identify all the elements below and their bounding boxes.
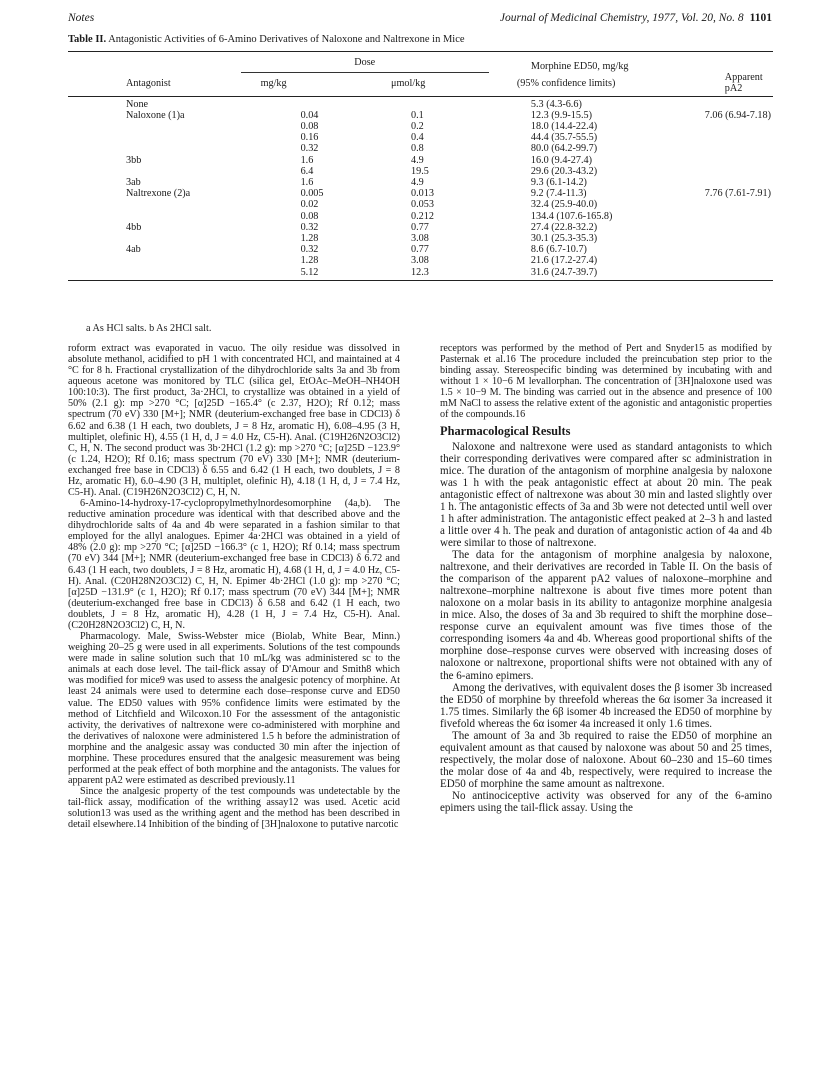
cell-antagonist [68, 121, 241, 132]
cell-pa2 [665, 166, 773, 177]
table-row [68, 121, 773, 132]
cell-ed50: 21.6 (17.2-27.4) [530, 255, 598, 267]
table-body [68, 96, 773, 280]
pharmacology-paragraph: Pharmacology. Male, Swiss-Webster mice (Biolab, White Bear, Minn.) weighing 20–25 g were used in all experiments. Solutions of the test compounds were made in saline solution such that 10 mL/kg was administered sc to the animals at each dose level. The tail-flick assay of D'Amour and Smith8 which was modified for mice9 was used to assess the analgesic potency of morphine. At least 24 animals were used to determine each dose–response curve and ED50 value. The ED50 values with 95% confidence limits were estimated by the method of Litchfield and Wilcoxon.10 For the assessment of the antagonistic activity, the derivatives of naltrexone were co-administered with morphine and the derivatives of naloxone were administered 1.5 h before the administration of morphine and the analgesic assay was conducted 30 min after the injection of morphine. These procedures ensured that the analgesic measurement was being performed at the peak effect of both morphine and the antagonists. The values for apparent pA2 were estimated as described previously.11 [68, 631, 400, 787]
cell-antagonist: None [126, 98, 149, 110]
running-head-right [500, 12, 772, 24]
cell-antagonist [68, 143, 241, 154]
col-header-pa2: Apparent pA2 [665, 72, 773, 96]
table-row [68, 110, 773, 121]
cell-umolkg: 0.8 [411, 143, 424, 155]
table-row [68, 132, 773, 143]
cell-ed50: 5.3 (4.3-6.6) [530, 98, 582, 110]
running-head-left: Notes [68, 12, 95, 24]
cell-antagonist: Naltrexone (2)a [126, 188, 191, 200]
data-table [68, 51, 773, 281]
results-body [440, 441, 772, 814]
cell-pa2 [665, 96, 773, 110]
cell-ed50: 80.0 (64.2-99.7) [530, 143, 598, 155]
cell-mgkg: 0.32 [300, 143, 319, 155]
cell-pa2 [665, 222, 773, 233]
cell-antagonist [68, 255, 241, 266]
table-row [68, 96, 773, 110]
cell-umolkg: 4.9 [411, 154, 424, 166]
table-row [68, 222, 773, 233]
cell-mgkg: 1.28 [300, 233, 319, 245]
cell-antagonist: 3bb [126, 154, 142, 166]
cell-umolkg: 19.5 [411, 165, 429, 177]
cell-antagonist [68, 132, 241, 143]
results-paragraph: Naloxone and naltrexone were used as standard antagonists to which their corresponding derivatives were compared after sc administration in mice. The duration of the antagonism of morphine analgesia by naloxone was 1 h with the peak antagonistic effect at about 20 min. The peak antagonistic effect of naltrexone was about 30 min and lasted slightly over 1 h. The antagonistic effects of 3a and 3b were not detected until well over 1 h after administration. The antagonistic effect peaked at 2–3 h and lasted a little over 4 h. The peak and duration of antagonistic action of 4a and 4b were similar to those of naltrexone. [440, 440, 772, 549]
cell-ed50: 44.4 (35.7-55.5) [530, 132, 598, 144]
section-heading: Pharmacological Results [440, 423, 571, 438]
receptor-paragraph: receptors was performed by the method of Pert and Snyder15 as modified by Pasternak et al.16 The procedure included the preincubation step prior to the binding assay. Stereospecific binding was determined by incubating with and without 1 × 10−6 M levallorphan. The concentration of [3H]naloxone used was 1.5 × 10−9 M. The binding was carried out in the absence and presence of 100 mM NaCl to assess the relative extent of the agonistic and antagonistic properties of the compounds.16 [440, 343, 772, 421]
cell-mgkg: 1.6 [300, 154, 314, 166]
cell-pa2 [665, 121, 773, 132]
dose-group-header: Dose [241, 52, 489, 73]
cell-pa2 [665, 267, 773, 281]
col-header-mgkg: mg/kg [241, 72, 363, 96]
cell-pa2 [665, 155, 773, 166]
cell-umolkg: 0.013 [411, 188, 434, 200]
experimental-paragraph: roform extract was evaporated in vacuo. The oily residue was dissolved in absolute methanol, acidified to pH 1 with concentrated HCl, and maintained at 4 °C for 8 h. Fractional crystallization of the dihydrochloride salts 3a and 3b from aqueous acetone was monitored by TLC (silica gel, EtOAc–MeOH–NH4OH 100:10:3). The first product, 3a·2HCl, to crystallize was obtained in a yield of 50% (2.1 g): mp >270 °C; [α]25D −165.4° (c 2.37, H2O); Rf 0.12; mass spectrum (70 eV) 330 [M+]; NMR (deuterium-exchanged free base in CDCl3) δ 6.62 and 6.38 (1 H each, two doublets, J = 8 Hz, aromatic H), 6.08–4.95 (3 H, multiplet, olefinic H), 4.55 (1 H, d, J = 4.0 Hz, C5-H). Anal. (C19H26N2O3Cl2) C, H, N. The second product was 3b·2HCl (1.2 g): mp >270 °C; [α]25D −123.9° (c 1.24, H2O); Rf 0.16; mass spectrum (70 eV) 330 [M+]; NMR (deuterium-exchanged free base in CDCl3) δ 6.55 and 6.42 (1 H each, two doublets, J = 8 Hz, aromatic H), 6.0–4.90 (3 H, multiplet, olefinic H), 4.18 (1 H, d, J = 7.4 Hz, C5-H). Anal. (C19H26N2O3Cl2) C, H, N. [68, 343, 400, 499]
cell-ed50: 30.1 (25.3-35.3) [530, 233, 598, 245]
table-row [68, 166, 773, 177]
results-paragraph: No antinociceptive activity was observed for any of the 6-amino epimers using the tail-flick assay. Using the [440, 789, 772, 815]
table-row [68, 177, 773, 188]
cell-mgkg [241, 96, 363, 110]
cell-ed50: 134.4 (107.6-165.8) [530, 210, 613, 222]
cell-umolkg: 12.3 [363, 267, 489, 281]
table-row [68, 199, 773, 210]
cell-ed50: 32.4 (25.9-40.0) [530, 199, 598, 211]
cell-mgkg: 0.32 [300, 221, 319, 233]
journal-citation: Journal of Medicinal Chemistry, 1977, Vol. 20, No. 8 [499, 12, 744, 24]
col-header-confidence: (95% confidence limits) [489, 72, 665, 96]
cell-mgkg: 0.08 [300, 121, 319, 133]
cell-antagonist: Naloxone (1)a [126, 109, 185, 121]
cell-ed50: 18.0 (14.4-22.4) [530, 121, 598, 133]
table-label: Table II. [68, 34, 107, 45]
cell-ed50: 12.3 (9.9-15.5) [530, 109, 593, 121]
cell-antagonist: 4bb [126, 221, 142, 233]
cell-ed50: 31.6 (24.7-39.7) [489, 267, 665, 281]
cell-antagonist [68, 211, 241, 222]
cell-pa2 [665, 199, 773, 210]
cell-umolkg: 3.08 [411, 233, 429, 245]
cell-ed50: 9.3 (6.1-14.2) [530, 177, 587, 189]
cell-ed50: 8.6 (6.7-10.7) [530, 244, 587, 256]
cell-umolkg: 0.053 [411, 199, 434, 211]
table-row [68, 233, 773, 244]
cell-umolkg: 0.77 [411, 244, 429, 256]
cell-umolkg: 0.77 [411, 221, 429, 233]
cell-umolkg: 0.212 [411, 210, 434, 222]
cell-mgkg: 0.005 [300, 188, 324, 200]
cell-pa2 [665, 211, 773, 222]
cell-ed50: 29.6 (20.3-43.2) [530, 165, 598, 177]
cell-antagonist [68, 267, 241, 281]
cell-umolkg [363, 96, 489, 110]
col-header-umolkg: μmol/kg [363, 72, 489, 96]
table-title: Antagonistic Activities of 6-Amino Derivatives of Naloxone and Naltrexone in Mice [108, 34, 465, 45]
cell-ed50: 27.4 (22.8-32.2) [530, 221, 598, 233]
page-number: 1101 [749, 12, 772, 24]
results-paragraph: The data for the antagonism of morphine analgesia by naloxone, naltrexone, and their derivatives are recorded in Table II. On the basis of the comparison of the apparent pA2 values of naloxone–morphine and naltrexone–morphine naltrexone is about five times more potent than naloxone on a molar basis in its ability to antagonize morphine analgesia in mice. Also, the doses of 3a and 3b required to shift the morphine dose–response curve an equivalent amount was five times those of the corresponding isomers 4a and 4b. Whereas good proportional shifts of the morphine dose–response curves were observed with increasing doses of naloxone or naltrexone, proportional shifts were not obtained with any of the 6-amino epimers. [440, 549, 772, 682]
cell-antagonist: 4ab [126, 244, 141, 256]
cell-mgkg: 1.6 [300, 177, 314, 189]
table-row [68, 211, 773, 222]
results-paragraph: The amount of 3a and 3b required to raise the ED50 of morphine an equivalent amount as that caused by naloxone was about 50 and 25 times, respectively, the molar dose of naloxone. About 60–230 and 15–60 times the molar dose of 4a and 4b, respectively, were required to increase the ED50 of morphine the same amount as naltrexone. [440, 729, 772, 790]
cell-pa2 [665, 255, 773, 266]
cell-pa2: 7.06 (6.94-7.18) [704, 109, 771, 121]
cell-mgkg: 0.32 [300, 244, 319, 256]
binding-assay-paragraph: Since the analgesic property of the test compounds was undetectable by the tail-flick assay, modification of the writhing assay12 was used. Acetic acid solution13 was used as the writhing agent and the method has been described in detail elsewhere.14 Inhibition of the binding of [3H]naloxone to putative narcotic [68, 786, 400, 831]
col-header-antagonist: Antagonist [68, 72, 241, 96]
table-row [68, 244, 773, 255]
cell-pa2 [665, 244, 773, 255]
cell-mgkg: 5.12 [241, 267, 363, 281]
results-paragraph: Among the derivatives, with equivalent doses the β isomer 3b increased the ED50 of morphine by threefold whereas the 6α isomer 3a increased it 1.75 times. Similarly the 6β isomer 4b increased the ED50 of morphine by fivefold whereas the 6α isomer 4a increased it only 1.6 times. [440, 681, 772, 730]
table-row [68, 267, 773, 281]
cell-ed50: 9.2 (7.4-11.3) [530, 188, 587, 200]
table-row [68, 155, 773, 166]
cell-mgkg: 6.4 [300, 165, 314, 177]
table-row [68, 188, 773, 199]
cell-umolkg: 0.4 [411, 132, 424, 144]
cell-ed50: 16.0 (9.4-27.4) [530, 154, 593, 166]
cell-pa2 [665, 177, 773, 188]
table-row [68, 255, 773, 266]
cell-umolkg: 4.9 [411, 177, 424, 189]
cell-antagonist [68, 199, 241, 210]
cell-antagonist [68, 233, 241, 244]
cell-pa2 [665, 233, 773, 244]
right-column [440, 343, 772, 814]
cell-antagonist: 3ab [126, 177, 141, 189]
cell-mgkg: 1.28 [300, 255, 319, 267]
cell-umolkg: 3.08 [411, 255, 429, 267]
table-row [68, 143, 773, 154]
col-header-ed50: Morphine ED50, mg/kg [489, 52, 665, 73]
cell-pa2 [665, 143, 773, 154]
cell-umolkg: 0.1 [411, 109, 424, 121]
cell-umolkg: 0.2 [411, 121, 424, 133]
compound-4ab-paragraph: 6-Amino-14-hydroxy-17-cyclopropylmethylnordesomorphine (4a,b). The reductive amination procedure was identical with that described above and the dihydrochloride salts of 4a and 4b were separated in a fashion similar to that employed for the allyl analogues. Epimer 4a·2HCl was obtained in a yield of 48% (2.0 g): mp >270 °C; [α]25D −166.3° (c 1, H2O); Rf 0.14; mass spectrum (70 eV) 344 [M+]; NMR (deuterium-exchanged free base in CDCl3) δ 6.72 and 6.43 (1 H each, two doublets, J = 8 Hz, aromatic H), 4.68 (1 H, d, J = 4.0 Hz, C5-H). Anal. (C20H28N2O3Cl2) C, H, N. Epimer 4b·2HCl (1.0 g): mp >270 °C; [α]25D −131.9° (c 1, H2O); Rf 0.17; mass spectrum (70 eV) 344 [M+]; NMR (deuterium-exchanged free base in CDCl3) δ 6.58 and 6.42 (1 H each, two doublets, J = 8 Hz, aromatic H), 4.28 (1 H, J = 7.4 Hz, C5-H). Anal. (C20H28N2O3Cl2) C, H, N. [68, 498, 400, 631]
cell-mgkg: 0.08 [300, 210, 319, 222]
cell-mgkg: 0.04 [300, 109, 319, 121]
cell-pa2: 7.76 (7.61-7.91) [704, 188, 771, 200]
table-caption [68, 34, 465, 45]
table-footnote: a As HCl salts. b As 2HCl salt. [86, 323, 212, 334]
cell-pa2 [665, 132, 773, 143]
left-column [68, 343, 400, 830]
cell-mgkg: 0.02 [300, 199, 319, 211]
cell-antagonist [68, 166, 241, 177]
cell-mgkg: 0.16 [300, 132, 319, 144]
